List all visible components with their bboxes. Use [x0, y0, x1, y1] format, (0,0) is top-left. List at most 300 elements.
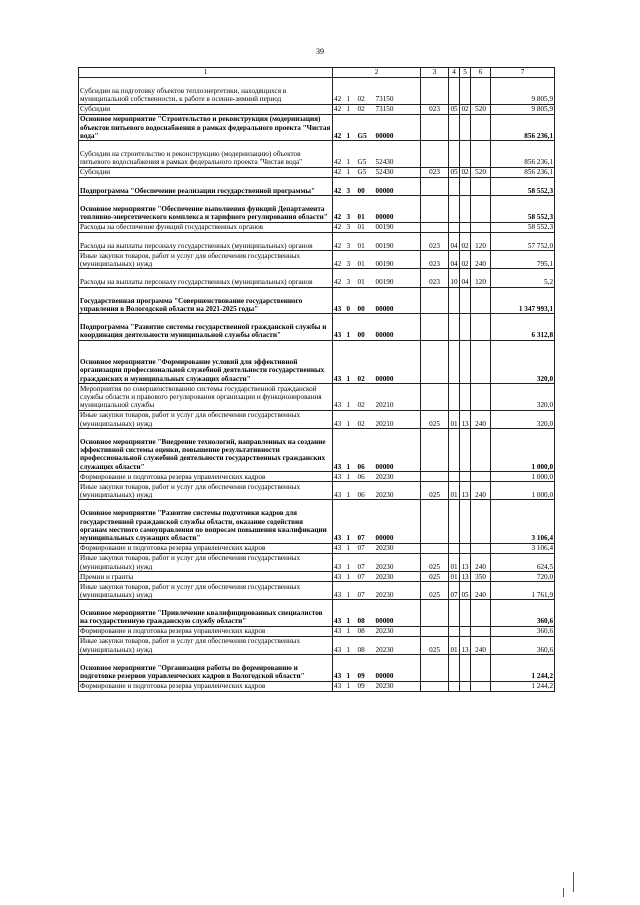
section-code-cell [449, 472, 460, 482]
program-code-cell: 43 [333, 287, 346, 314]
table-row [79, 482, 555, 500]
subsection-code-cell [460, 340, 471, 383]
amount-cell: 624,5 [491, 553, 555, 571]
amount-cell: 1 761,9 [491, 581, 555, 599]
margin-mark [563, 888, 564, 897]
direction-code-cell: 00190 [375, 250, 421, 268]
row-name-cell: Мероприятия по совершенствованию системы государственной гражданской службы области и правового регулирования организации и функционирования муниципальной службы [79, 383, 333, 410]
amount-cell: 856 236,1 [491, 141, 555, 168]
direction-code-cell: 20230 [375, 553, 421, 571]
subprogram-code-cell: 1 [346, 581, 357, 599]
table-row [79, 269, 555, 287]
program-code-cell: 43 [333, 553, 346, 571]
program-code-cell: 42 [333, 141, 346, 168]
expense-type-cell: 120 [471, 232, 491, 250]
direction-code-cell: 20230 [375, 543, 421, 553]
subprogram-code-cell: 3 [346, 269, 357, 287]
subsection-code-cell [460, 287, 471, 314]
row-name-cell: Субсидии на строительство и реконструкцию (модернизацию) объектов питьевого водоснабжения в рамках федерального проекта "Чистая вода" [79, 141, 333, 168]
subprogram-code-cell: 1 [346, 314, 357, 341]
subsection-code-cell: 05 [460, 581, 471, 599]
direction-code-cell: 52430 [375, 167, 421, 177]
subprogram-code-cell: 1 [346, 340, 357, 383]
header-col-6: 6 [471, 68, 491, 78]
amount-cell: 320,0 [491, 383, 555, 410]
department-code-cell [421, 472, 449, 482]
amount-cell: 720,0 [491, 571, 555, 581]
expense-type-cell: 240 [471, 581, 491, 599]
table-row [79, 636, 555, 654]
subsection-code-cell [460, 472, 471, 482]
section-code-cell: 05 [450, 105, 458, 114]
department-code-cell: 023 [421, 167, 449, 177]
program-code-cell: 43 [333, 543, 346, 553]
department-code-cell: 025 [421, 571, 449, 581]
department-code-cell: 023 [421, 104, 449, 114]
expense-type-cell [471, 543, 491, 553]
expense-type-cell [471, 196, 491, 223]
table-row [79, 543, 555, 553]
row-name-cell: Основное мероприятие "Организация работы по формированию и подготовке резервов управленческих кадров в Вологодской области" [79, 654, 333, 681]
expense-type-cell: 240 [471, 636, 491, 654]
direction-code-cell: 00000 [375, 600, 421, 627]
section-code-cell: 01 [449, 636, 460, 654]
row-name-cell: Основное мероприятие "Развитие системы подготовки кадров для государственной гражданской службы области, оказание содействия органам местного самоуправления по вопросам повышения квалификации муниципальных служащих области" [79, 500, 333, 543]
amount-cell: 9 805,9 [491, 78, 555, 105]
expense-type-cell [471, 681, 491, 691]
event-code-cell: 00 [357, 314, 375, 341]
event-code-cell: 07 [357, 553, 375, 571]
program-code-cell: 43 [333, 600, 346, 627]
expense-type-cell [471, 177, 491, 195]
section-code-cell [449, 543, 460, 553]
table-row [79, 410, 555, 428]
subprogram-code-cell: 1 [346, 114, 357, 141]
department-code-cell: 023 [421, 250, 449, 268]
section-code-cell: 07 [449, 581, 460, 599]
expense-type-cell: 520 [471, 104, 491, 114]
amount-cell: 5,2 [491, 269, 555, 287]
subprogram-code-cell: 1 [346, 543, 357, 553]
direction-code-cell: 00000 [375, 340, 421, 383]
subsection-code-cell [460, 314, 471, 341]
subsection-code-cell: 02 [460, 232, 471, 250]
amount-cell: 1 000,0 [491, 472, 555, 482]
event-code-cell: 06 [357, 482, 375, 500]
program-code-cell: 42 [333, 269, 346, 287]
row-name-cell: Расходы на выплаты персоналу государственных (муниципальных) органов [79, 232, 333, 250]
subsection-code-cell [460, 383, 471, 410]
table-row [79, 553, 555, 571]
expense-type-cell: 240 [471, 250, 491, 268]
table-row [79, 196, 555, 223]
program-code-cell: 42 [333, 114, 346, 141]
event-code-cell: G5 [357, 141, 375, 168]
header-col-1: 1 [79, 68, 333, 78]
subsection-code-cell: 02 [461, 168, 469, 177]
event-code-cell: 06 [357, 428, 375, 471]
table-header-row [79, 68, 555, 78]
table-row [79, 340, 555, 383]
department-code-cell: 025 [421, 410, 449, 428]
event-code-cell: 08 [357, 636, 375, 654]
table-row [79, 428, 555, 471]
amount-cell: 1 244,2 [491, 654, 555, 681]
event-code-cell: 02 [357, 78, 375, 105]
table-row [79, 472, 555, 482]
subsection-code-cell [460, 114, 471, 141]
section-code-cell: 05 [450, 168, 458, 177]
row-name-cell: Субсидии [79, 167, 333, 177]
subsection-code-cell: 02 [460, 250, 471, 268]
page-number: 39 [316, 47, 324, 56]
expense-type-cell: 520 [471, 167, 491, 177]
section-code-cell [449, 500, 460, 543]
program-code-cell: 43 [333, 428, 346, 471]
expense-type-cell [471, 626, 491, 636]
amount-cell: 3 106,4 [491, 500, 555, 543]
event-code-cell: 02 [357, 410, 375, 428]
row-name-cell: Расходы на выплаты персоналу государственных (муниципальных) органов [79, 269, 333, 287]
row-name-cell: Основное мероприятие "Внедрение технологий, направленных на создание эффективной системы оценки, повышение результативности профессиональной служебной деятельности государственных гражданских служащих области" [79, 428, 333, 471]
header-col-3: 3 [421, 68, 449, 78]
subsection-code-cell [460, 141, 471, 168]
department-code-cell [421, 141, 449, 168]
row-name-cell: Иные закупки товаров, работ и услуг для обеспечения государственных (муниципальных) нужд [79, 410, 333, 428]
department-code-cell: 025 [421, 482, 449, 500]
direction-code-cell: 20230 [375, 626, 421, 636]
program-code-cell: 42 [333, 104, 346, 114]
subprogram-code-cell: 1 [346, 472, 357, 482]
subprogram-code-cell: 3 [346, 177, 357, 195]
row-name-cell: Формирование и подготовка резерва управленческих кадров [79, 472, 333, 482]
section-code-cell: 04 [449, 250, 460, 268]
table-row [79, 383, 555, 410]
amount-cell: 57 752,0 [491, 232, 555, 250]
expense-type-cell [471, 600, 491, 627]
program-code-cell: 42 [333, 222, 346, 232]
program-code-cell: 42 [333, 196, 346, 223]
subprogram-code-cell: 1 [346, 553, 357, 571]
amount-cell: 856 236,1 [491, 114, 555, 141]
subprogram-code-cell: 1 [346, 104, 357, 114]
subprogram-code-cell: 1 [346, 600, 357, 627]
table-row [79, 167, 555, 177]
program-code-cell: 43 [333, 654, 346, 681]
subprogram-code-cell: 3 [346, 250, 357, 268]
subprogram-code-cell: 1 [346, 681, 357, 691]
expense-type-cell [471, 141, 491, 168]
table-row [79, 581, 555, 599]
row-name-cell: Подпрограмма "Обеспечение реализации государственной программы" [79, 177, 333, 195]
section-code-cell [449, 177, 460, 195]
row-name-cell: Иные закупки товаров, работ и услуг для обеспечения государственных (муниципальных) нужд [79, 553, 333, 571]
section-code-cell: 01 [449, 482, 460, 500]
program-code-cell: 43 [333, 626, 346, 636]
amount-cell: 1 000,0 [491, 428, 555, 471]
subprogram-code-cell: 1 [346, 636, 357, 654]
program-code-cell: 42 [333, 78, 346, 105]
event-code-cell: 02 [357, 104, 375, 114]
direction-code-cell: 20210 [375, 410, 421, 428]
subsection-code-cell [460, 654, 471, 681]
subprogram-code-cell: 0 [346, 287, 357, 314]
event-code-cell: 09 [357, 654, 375, 681]
section-code-cell [449, 681, 460, 691]
row-name-cell: Основное мероприятие "Строительство и реконструкция (модернизация) объектов питьевого водоснабжения в рамках федерального проекта "Чистая вода" [79, 114, 333, 141]
amount-cell: 6 312,8 [491, 314, 555, 341]
table-row [79, 177, 555, 195]
program-code-cell: 43 [333, 482, 346, 500]
subprogram-code-cell: 1 [346, 626, 357, 636]
direction-code-cell: 00000 [375, 177, 421, 195]
direction-code-cell: 00000 [375, 314, 421, 341]
amount-cell: 360,6 [491, 626, 555, 636]
subprogram-code-cell: 1 [346, 428, 357, 471]
header-col-5: 5 [460, 68, 471, 78]
table-row [79, 626, 555, 636]
subsection-code-cell: 13 [460, 482, 471, 500]
expense-type-cell [471, 222, 491, 232]
table-row [79, 232, 555, 250]
row-name-cell: Иные закупки товаров, работ и услуг для обеспечения государственных (муниципальных) нужд [79, 581, 333, 599]
department-code-cell [421, 500, 449, 543]
subsection-code-cell: 13 [460, 636, 471, 654]
program-code-cell: 43 [333, 410, 346, 428]
subsection-code-cell [460, 177, 471, 195]
department-code-cell [421, 428, 449, 471]
expense-type-cell [471, 654, 491, 681]
table-row [79, 654, 555, 681]
subprogram-code-cell: 1 [346, 571, 357, 581]
section-code-cell [449, 654, 460, 681]
expense-type-cell: 240 [471, 410, 491, 428]
subsection-code-cell [460, 543, 471, 553]
program-code-cell: 43 [333, 636, 346, 654]
table-row [79, 141, 555, 168]
amount-cell: 9 805,9 [491, 104, 555, 114]
subsection-code-cell: 04 [460, 269, 471, 287]
department-code-cell [421, 340, 449, 383]
subsection-code-cell [460, 78, 471, 105]
expense-type-cell [471, 114, 491, 141]
direction-code-cell: 20230 [375, 636, 421, 654]
table-row [79, 114, 555, 141]
department-code-cell [421, 177, 449, 195]
event-code-cell: 09 [357, 681, 375, 691]
department-code-cell [421, 196, 449, 223]
subsection-code-cell: 13 [461, 572, 469, 581]
amount-cell: 58 552,3 [491, 177, 555, 195]
department-code-cell [421, 287, 449, 314]
event-code-cell: 00 [357, 177, 375, 195]
amount-cell: 320,0 [491, 410, 555, 428]
section-code-cell: 04 [449, 232, 460, 250]
expense-type-cell [471, 314, 491, 341]
event-code-cell: 02 [357, 383, 375, 410]
header-col-2: 2 [333, 68, 421, 78]
section-code-cell: 01 [449, 553, 460, 571]
subsection-code-cell [460, 626, 471, 636]
row-name-cell: Основное мероприятие "Привлечение квалифицированных специалистов на государственную гражданскую службу области" [79, 600, 333, 627]
amount-cell: 856 236,1 [491, 167, 555, 177]
program-code-cell: 42 [333, 177, 346, 195]
row-name-cell: Иные закупки товаров, работ и услуг для обеспечения государственных (муниципальных) нужд [79, 482, 333, 500]
table-row [79, 314, 555, 341]
direction-code-cell: 00000 [375, 654, 421, 681]
department-code-cell [421, 543, 449, 553]
department-code-cell [421, 654, 449, 681]
department-code-cell: 025 [421, 581, 449, 599]
section-code-cell [449, 141, 460, 168]
event-code-cell: 01 [357, 269, 375, 287]
section-code-cell: 01 [449, 410, 460, 428]
table-row [79, 287, 555, 314]
direction-code-cell: 52430 [375, 141, 421, 168]
program-code-cell: 43 [333, 681, 346, 691]
direction-code-cell: 00000 [375, 114, 421, 141]
subsection-code-cell: 13 [460, 553, 471, 571]
amount-cell: 3 106,4 [491, 543, 555, 553]
section-code-cell [449, 383, 460, 410]
direction-code-cell: 20210 [375, 383, 421, 410]
program-code-cell: 43 [333, 314, 346, 341]
row-name-cell: Подпрограмма "Развитие системы государственной гражданской службы и координация деятельности муниципальной службы области" [79, 314, 333, 341]
subsection-code-cell: 02 [461, 105, 469, 114]
header-col-7: 7 [491, 68, 555, 78]
amount-cell: 58 552,3 [491, 196, 555, 223]
amount-cell: 1 000,0 [491, 482, 555, 500]
subprogram-code-cell: 1 [346, 167, 357, 177]
amount-cell: 795,1 [491, 250, 555, 268]
direction-code-cell: 00190 [375, 222, 421, 232]
expense-type-cell [471, 78, 491, 105]
amount-cell: 320,0 [491, 340, 555, 383]
direction-code-cell: 00190 [375, 232, 421, 250]
expense-type-cell [471, 428, 491, 471]
direction-code-cell: 20230 [375, 571, 421, 581]
header-col-4: 4 [449, 68, 460, 78]
subprogram-code-cell: 1 [346, 654, 357, 681]
event-code-cell: 00 [357, 287, 375, 314]
event-code-cell: 07 [357, 500, 375, 543]
section-code-cell [449, 626, 460, 636]
direction-code-cell: 00000 [375, 287, 421, 314]
section-code-cell [449, 78, 460, 105]
section-code-cell: 10 [449, 269, 460, 287]
department-code-cell: 023 [421, 232, 449, 250]
row-name-cell: Государственная программа "Совершенствование государственного управления в Вологодской области на 2021-2025 годы" [79, 287, 333, 314]
program-code-cell: 43 [333, 500, 346, 543]
subsection-code-cell [460, 681, 471, 691]
budget-table [78, 67, 555, 692]
row-name-cell: Основное мероприятие "Формирование условий для эффективной организации профессиональной служебной деятельности государственных гражданских и муниципальных служащих области" [79, 340, 333, 383]
subsection-code-cell [460, 222, 471, 232]
department-code-cell [421, 383, 449, 410]
program-code-cell: 42 [333, 250, 346, 268]
direction-code-cell: 73150 [375, 104, 421, 114]
section-code-cell [449, 314, 460, 341]
program-code-cell: 42 [333, 232, 346, 250]
expense-type-cell [471, 287, 491, 314]
department-code-cell [421, 314, 449, 341]
event-code-cell: 02 [357, 340, 375, 383]
direction-code-cell: 20230 [375, 472, 421, 482]
event-code-cell: 07 [357, 571, 375, 581]
section-code-cell [449, 114, 460, 141]
event-code-cell: 01 [357, 250, 375, 268]
row-name-cell: Иные закупки товаров, работ и услуг для обеспечения государственных (муниципальных) нужд [79, 636, 333, 654]
direction-code-cell: 20230 [375, 482, 421, 500]
event-code-cell: 06 [357, 472, 375, 482]
event-code-cell: G5 [357, 114, 375, 141]
row-name-cell: Формирование и подготовка резерва управленческих кадров [79, 543, 333, 553]
margin-mark [573, 872, 574, 892]
table-row [79, 250, 555, 268]
table-row [79, 222, 555, 232]
row-name-cell: Расходы на обеспечение функций государственных органов [79, 222, 333, 232]
subsection-code-cell [460, 600, 471, 627]
direction-code-cell: 20230 [375, 581, 421, 599]
direction-code-cell: 00000 [375, 500, 421, 543]
expense-type-cell: 240 [471, 482, 491, 500]
section-code-cell [449, 428, 460, 471]
table-row [79, 600, 555, 627]
expense-type-cell [471, 500, 491, 543]
department-code-cell [421, 222, 449, 232]
department-code-cell: 023 [421, 269, 449, 287]
program-code-cell: 43 [333, 340, 346, 383]
section-code-cell [449, 222, 460, 232]
department-code-cell [421, 114, 449, 141]
expense-type-cell: 240 [471, 553, 491, 571]
table-body [79, 78, 555, 692]
event-code-cell: 01 [357, 196, 375, 223]
program-code-cell: 43 [333, 383, 346, 410]
expense-type-cell [471, 383, 491, 410]
direction-code-cell: 73150 [375, 78, 421, 105]
row-name-cell: Основное мероприятие "Обеспечение выполнения функций Департамента топливно-энергетического комплекса и тарифного регулирования области" [79, 196, 333, 223]
subprogram-code-cell: 1 [346, 383, 357, 410]
department-code-cell [421, 78, 449, 105]
direction-code-cell: 00000 [375, 196, 421, 223]
subprogram-code-cell: 1 [346, 410, 357, 428]
subprogram-code-cell: 3 [346, 222, 357, 232]
amount-cell: 360,6 [491, 636, 555, 654]
expense-type-cell: 350 [471, 571, 491, 581]
row-name-cell: Субсидии [79, 104, 333, 114]
expense-type-cell: 120 [471, 269, 491, 287]
row-name-cell: Формирование и подготовка резерва управленческих кадров [79, 626, 333, 636]
table-row [79, 78, 555, 105]
subsection-code-cell [460, 500, 471, 543]
subprogram-code-cell: 1 [346, 500, 357, 543]
expense-type-cell [471, 340, 491, 383]
department-code-cell [421, 600, 449, 627]
section-code-cell: 01 [450, 572, 458, 581]
row-name-cell: Субсидии на подготовку объектов теплоэнергетики, находящихся в муниципальной собственности, к работе в осенне-зимний период [79, 78, 333, 105]
table-row [79, 104, 555, 114]
row-name-cell: Иные закупки товаров, работ и услуг для обеспечения государственных (муниципальных) нужд [79, 250, 333, 268]
subprogram-code-cell: 3 [346, 232, 357, 250]
subprogram-code-cell: 3 [346, 196, 357, 223]
row-name-cell: Формирование и подготовка резерва управленческих кадров [79, 681, 333, 691]
event-code-cell: 07 [357, 581, 375, 599]
direction-code-cell: 00190 [375, 269, 421, 287]
department-code-cell: 025 [421, 553, 449, 571]
direction-code-cell: 20230 [375, 681, 421, 691]
event-code-cell: 08 [357, 600, 375, 627]
